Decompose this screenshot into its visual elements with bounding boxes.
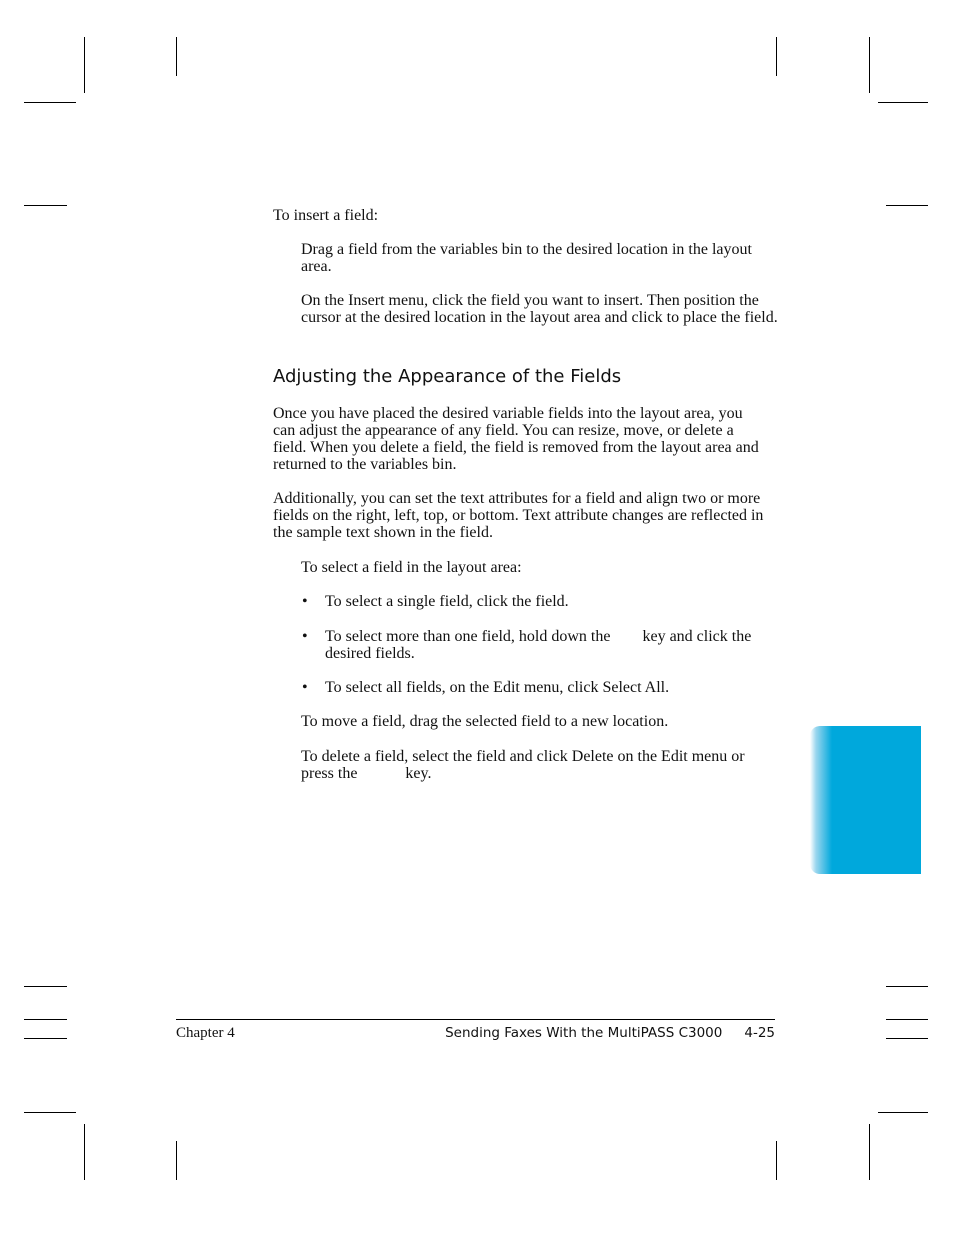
select-intro: To select a field in the layout area: [301, 559, 522, 576]
crop-mark [886, 1038, 928, 1039]
section-heading: Adjusting the Appearance of the Fields [273, 366, 622, 387]
footer-running-title [445, 1025, 775, 1042]
crop-mark [24, 1038, 67, 1039]
delete-field-text: To delete a field, select the field and click Delete on the Edit menu or press the key. [301, 748, 749, 782]
crop-mark [176, 37, 177, 76]
bullet-marker: • [302, 628, 308, 645]
bullet-item: To select all fields, on the Edit menu, click Select All. [325, 679, 670, 696]
insert-field-intro: To insert a field: [273, 207, 379, 224]
crop-mark [878, 1112, 928, 1113]
bullet-item: To select more than one field, hold down the key and click the desired fields. [325, 628, 756, 662]
crop-mark [878, 102, 928, 103]
crop-mark [24, 102, 76, 103]
crop-mark [84, 1124, 85, 1180]
crop-mark [776, 1141, 777, 1180]
crop-mark [24, 1112, 76, 1113]
bullet-marker: • [302, 679, 308, 696]
crop-mark [84, 37, 85, 93]
crop-mark [869, 37, 870, 93]
insert-step-menu: On the Insert menu, click the field you want to insert. Then position the cursor at the desired location in the layout area and click to place the field. [301, 292, 778, 326]
crop-mark [886, 986, 928, 987]
page-number: 4-25 [744, 1025, 775, 1041]
footer-title: Sending Faxes With the MultiPASS C3000 [445, 1025, 723, 1041]
move-field-text: To move a field, drag the selected field to a new location. [301, 713, 669, 730]
crop-mark [24, 986, 67, 987]
crop-mark [886, 205, 928, 206]
crop-mark [24, 205, 67, 206]
bullet-item: To select a single field, click the field. [325, 593, 569, 610]
chapter-tab [810, 726, 921, 874]
footer-chapter: Chapter 4 [176, 1025, 235, 1041]
insert-step-drag: Drag a field from the variables bin to the desired location in the layout area. [301, 241, 752, 275]
crop-mark [176, 1141, 177, 1180]
crop-mark [24, 1019, 67, 1020]
paragraph-attributes: Additionally, you can set the text attributes for a field and align two or more fields on the right, left, top, or bottom. Text attribute changes are reflected in the sample text shown in the field. [273, 490, 764, 541]
crop-mark [886, 1019, 928, 1020]
crop-mark [776, 37, 777, 76]
paragraph-adjust: Once you have placed the desired variable fields into the layout area, you can adjust the appearance of any field. You can resize, move, or delete a field. When you delete a field, the field is removed from the layout area and returned to the variables bin. [273, 405, 759, 473]
bullet-marker: • [302, 593, 308, 610]
crop-mark [869, 1124, 870, 1180]
footer-rule [176, 1019, 775, 1020]
